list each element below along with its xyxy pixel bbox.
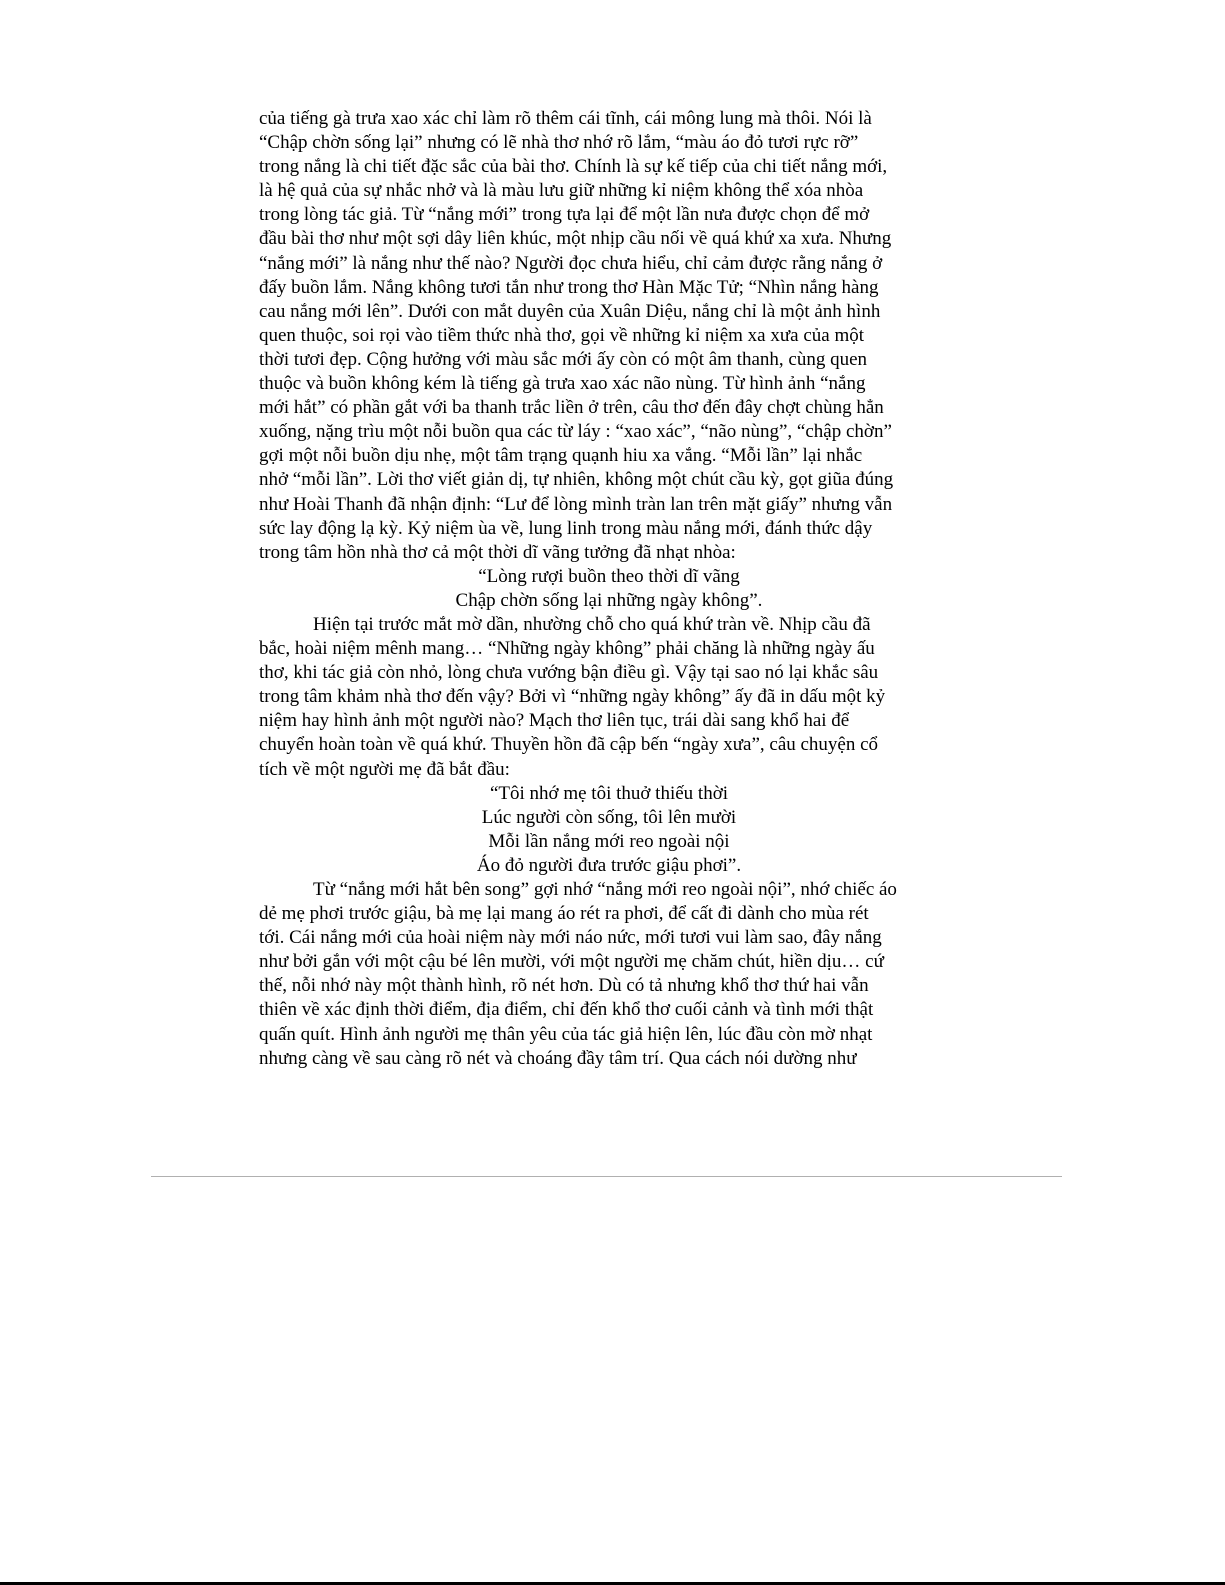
poem-line: “Tôi nhớ mẹ tôi thuở thiếu thời	[489, 782, 729, 804]
paragraph-start-line: Từ “nắng mới hắt bên song” gợi nhớ “nắng mới reo ngoài nội”, nhớ chiếc áo	[313, 879, 897, 900]
page-divider	[151, 1176, 1062, 1177]
text-line: nhưng càng về sau càng rõ nét và choáng đầy tâm trí. Qua cách nói dường như	[259, 1047, 857, 1069]
text-line: niệm hay hình ảnh một người nào? Mạch thơ liên tục, trái dài sang khổ hai để	[259, 710, 850, 732]
text-line: cau nắng mới lên”. Dưới con mắt duyên của Xuân Diệu, nắng chỉ là một ảnh hình	[259, 300, 881, 322]
text-line: thời tươi đẹp. Cộng hưởng với màu sắc mới ấy còn có một âm thanh, cùng quen	[259, 348, 868, 370]
text-line: quen thuộc, soi rọi vào tiềm thức nhà thơ, gọi về những kỉ niệm xa xưa của một	[259, 324, 865, 346]
text-line: xuống, nặng trìu một nỗi buồn qua các từ láy : “xao xác”, “não nùng”, “chập chờn”	[259, 421, 892, 443]
text-line: đầu bài thơ như một sợi dây liên khúc, một nhịp cầu nối về quá khứ xa xưa. Nhưng	[259, 228, 892, 250]
text-line: như bởi gắn với một cậu bé lên mười, với một người mẹ chăm chút, hiền dịu… cứ	[259, 951, 884, 973]
text-line: thế, nỗi nhớ này một thành hình, rõ nét hơn. Dù có tả nhưng khổ thơ thứ hai vẫn	[259, 975, 869, 997]
text-line: là hệ quả của sự nhắc nhở và là màu lưu giữ những kỉ niệm không thể xóa nhòa	[259, 180, 864, 202]
text-line: đấy buồn lắm. Nắng không tươi tắn như trong thơ Hàn Mặc Tử; “Nhìn nắng hàng	[259, 276, 879, 298]
text-line: như Hoài Thanh đã nhận định: “Lư để lòng mình tràn lan trên mặt giấy” nhưng vẫn	[259, 493, 893, 515]
text-line: quấn quít. Hình ảnh người mẹ thân yêu của tác giả hiện lên, lúc đầu còn mờ nhạt	[259, 1023, 873, 1045]
body-text	[259, 107, 959, 1071]
text-line: tích về một người mẹ đã bắt đầu:	[259, 758, 510, 780]
poem-line: Mỗi lần nắng mới reo ngoài nội	[488, 830, 730, 852]
text-line: dẻ mẹ phơi trước giậu, bà mẹ lại mang áo rét ra phơi, để cất đi dành cho mùa rét	[259, 903, 869, 925]
text-line: thiên về xác định thời điểm, địa điểm, chỉ đến khổ thơ cuối cảnh và tình mới thật	[259, 999, 874, 1021]
text-line: “Chập chờn sống lại” nhưng có lẽ nhà thơ nhớ rõ lắm, “màu áo đỏ tươi rực rỡ”	[259, 132, 859, 154]
text-line: mới hắt” có phần gắt với ba thanh trắc liền ở trên, câu thơ đến đây chợt chùng hẳn	[259, 397, 884, 419]
text-line: thơ, khi tác giả còn nhỏ, lòng chưa vướng bận điều gì. Vậy tại sao nó lại khắc sâu	[259, 662, 879, 684]
text-line: trong nắng là chi tiết đặc sắc của bài thơ. Chính là sự kế tiếp của chi tiết nắng mới,	[259, 156, 888, 178]
text-line: chuyển hoàn toàn về quá khứ. Thuyền hồn đã cập bến “ngày xưa”, câu chuyện cổ	[259, 734, 879, 756]
text-line: bắc, hoài niệm mênh mang… “Những ngày không” phải chăng là những ngày ấu	[259, 638, 875, 660]
text-line: trong tâm hồn nhà thơ cả một thời dĩ vãng tưởng đã nhạt nhòa:	[259, 541, 736, 563]
poem-line: Chập chờn sống lại những ngày không”.	[455, 589, 763, 611]
poem-line: “Lòng rượi buồn theo thời dĩ vãng	[478, 565, 740, 587]
paragraph-start-line: Hiện tại trước mắt mờ dần, nhường chỗ cho quá khứ tràn về. Nhịp cầu đã	[313, 613, 871, 635]
text-line: trong lòng tác giả. Từ “nắng mới” trong tựa lại để một lần nưa được chọn để mở	[259, 204, 870, 226]
text-line: nhở “mỗi lần”. Lời thơ viết giản dị, tự nhiên, không một chút cầu kỳ, gọt giũa đúng	[259, 469, 894, 491]
text-line: “nắng mới” là nắng như thế nào? Người đọc chưa hiểu, chỉ cảm được rằng nắng ở	[259, 252, 883, 274]
poem-line: Lúc người còn sống, tôi lên mười	[481, 806, 737, 828]
text-line: tới. Cái nắng mới của hoài niệm này mới náo nức, mới tươi vui làm sao, đây nắng	[259, 927, 882, 949]
text-line: trong tâm khảm nhà thơ đến vậy? Bởi vì “những ngày không” ấy đã in dấu một kỷ	[259, 686, 886, 708]
text-line: gợi một nỗi buồn dịu nhẹ, một tâm trạng quạnh hiu xa vắng. “Mỗi lần” lại nhắc	[259, 445, 863, 467]
text-line: của tiếng gà trưa xao xác chỉ làm rõ thêm cái tĩnh, cái mông lung mà thôi. Nói là	[259, 108, 872, 129]
poem-line: Áo đỏ người đưa trước giậu phơi”.	[476, 854, 742, 876]
text-line: sức lay động lạ kỳ. Kỷ niệm ùa về, lung linh trong màu nắng mới, đánh thức dậy	[259, 517, 873, 539]
text-line: thuộc và buồn không kém là tiếng gà trưa xao xác não nùng. Từ hình ảnh “nắng	[259, 373, 866, 395]
